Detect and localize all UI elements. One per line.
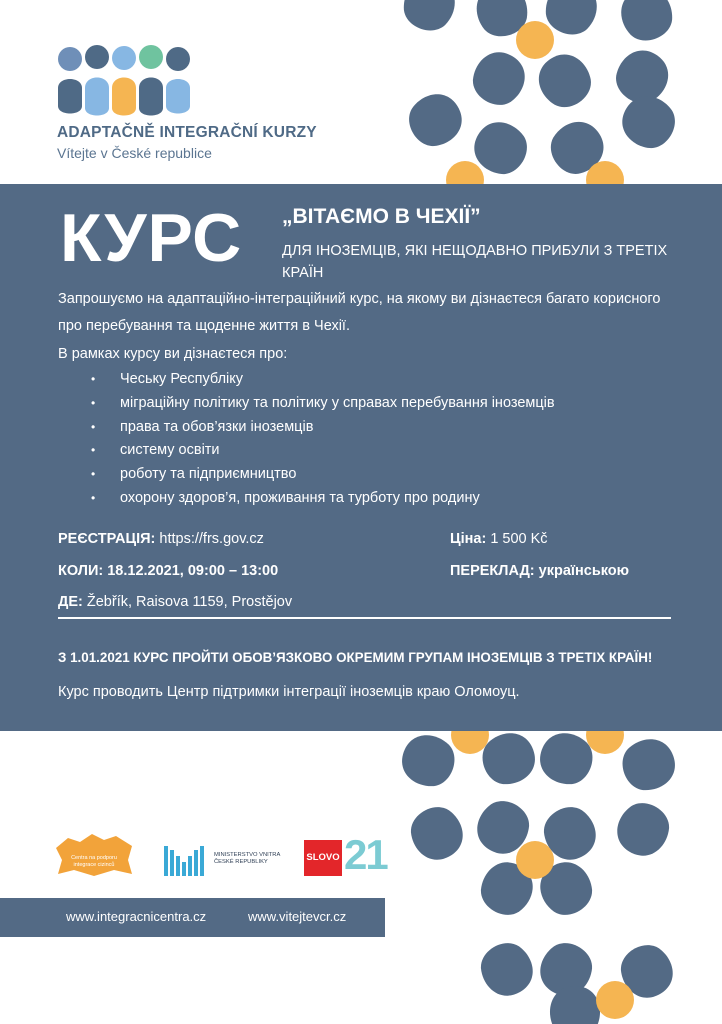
price-label: Ціна: <box>450 531 487 547</box>
course-heading: КУРС <box>60 200 243 276</box>
translation-row <box>450 563 629 579</box>
translation-value: українською <box>538 563 630 579</box>
list-item <box>86 463 686 487</box>
topic-text: права та обов’язки іноземців <box>120 418 314 435</box>
integration-center-text: Centra na podporu integrace cizinců <box>71 855 117 868</box>
registration-row <box>58 531 264 547</box>
topic-text: міграційну політику та політику у справах перебування іноземців <box>120 394 555 411</box>
footer-link-integracnicentra[interactable]: www.integracnicentra.cz <box>66 909 207 924</box>
course-provider: Курс проводить Центр підтримки інтеграції іноземців краю Оломоуц. <box>58 684 520 700</box>
where-label: ДЕ: <box>58 594 83 610</box>
bullet-icon: • <box>91 467 96 482</box>
course-intro: Запрошуємо на адаптаційно-інтеграційний курс, на якому ви дізнаєтеся багато корисного про перебування та щоденне життя в Чехії. <box>58 291 661 334</box>
ministry-name: MINISTERSTVO VNITRA ČESKÉ REPUBLIKY <box>214 852 281 865</box>
list-item <box>86 392 686 416</box>
course-subtitle: ДЛЯ ІНОЗЕМЦІВ, ЯКІ НЕЩОДАВНО ПРИБУЛИ З ТРЕТІХ КРАЇН <box>282 243 668 281</box>
registration-link[interactable]: https://frs.gov.cz <box>159 531 264 547</box>
where-value: Žebřík, Raisova 1159, Prostějov <box>86 594 293 610</box>
topics-list <box>86 368 686 511</box>
bullet-icon: • <box>91 395 96 410</box>
learn-heading: В рамках курсу ви дізнаєтеся про: <box>58 346 288 362</box>
list-item <box>86 416 686 440</box>
bullet-icon: • <box>91 419 96 434</box>
footer-link-vitejtevcr[interactable]: www.vitejtevcr.cz <box>248 909 347 924</box>
logo-title: ADAPTAČNĚ INTEGRAČNÍ KURZY <box>57 124 317 141</box>
list-item <box>86 487 686 511</box>
when-value: 18.12.2021, 09:00 – 13:00 <box>107 563 279 579</box>
where-row <box>58 594 292 610</box>
bullet-icon: • <box>91 372 96 386</box>
price-value: 1 500 Kč <box>490 531 548 547</box>
list-item <box>86 368 686 392</box>
slovo-text: SLOVO <box>306 852 340 863</box>
topic-text: систему освіти <box>120 442 220 459</box>
integration-center-logo <box>54 830 134 878</box>
registration-label: РЕЄСТРАЦІЯ: <box>58 531 156 547</box>
topic-text: охорону здоров’я, проживання та турботу про родину <box>120 489 480 506</box>
divider <box>58 617 671 619</box>
topic-text: роботу та підприємництво <box>120 466 297 483</box>
translation-label: ПЕРЕКЛАД: <box>450 563 535 579</box>
when-label: КОЛИ: <box>58 563 104 579</box>
topic-text: Чеську Республіку <box>120 371 244 387</box>
bullet-icon: • <box>91 443 96 458</box>
bullet-icon: • <box>91 490 96 505</box>
mandatory-notice: З 1.01.2021 КУРС ПРОЙТИ ОБОВ’ЯЗКОВО ОКРЕМИМ ГРУПАМ ІНОЗЕМЦІВ З ТРЕТІХ КРАЇН! <box>58 650 653 665</box>
logo-subtitle: Vítejte v České republice <box>57 145 212 161</box>
ministry-logo-icon <box>164 842 210 878</box>
course-title: „ВІТАЄМО В ЧЕХІЇ” <box>282 205 481 228</box>
price-row <box>450 531 548 547</box>
when-row <box>58 563 278 579</box>
slovo-number: 21 <box>344 831 387 878</box>
list-item <box>86 439 686 463</box>
